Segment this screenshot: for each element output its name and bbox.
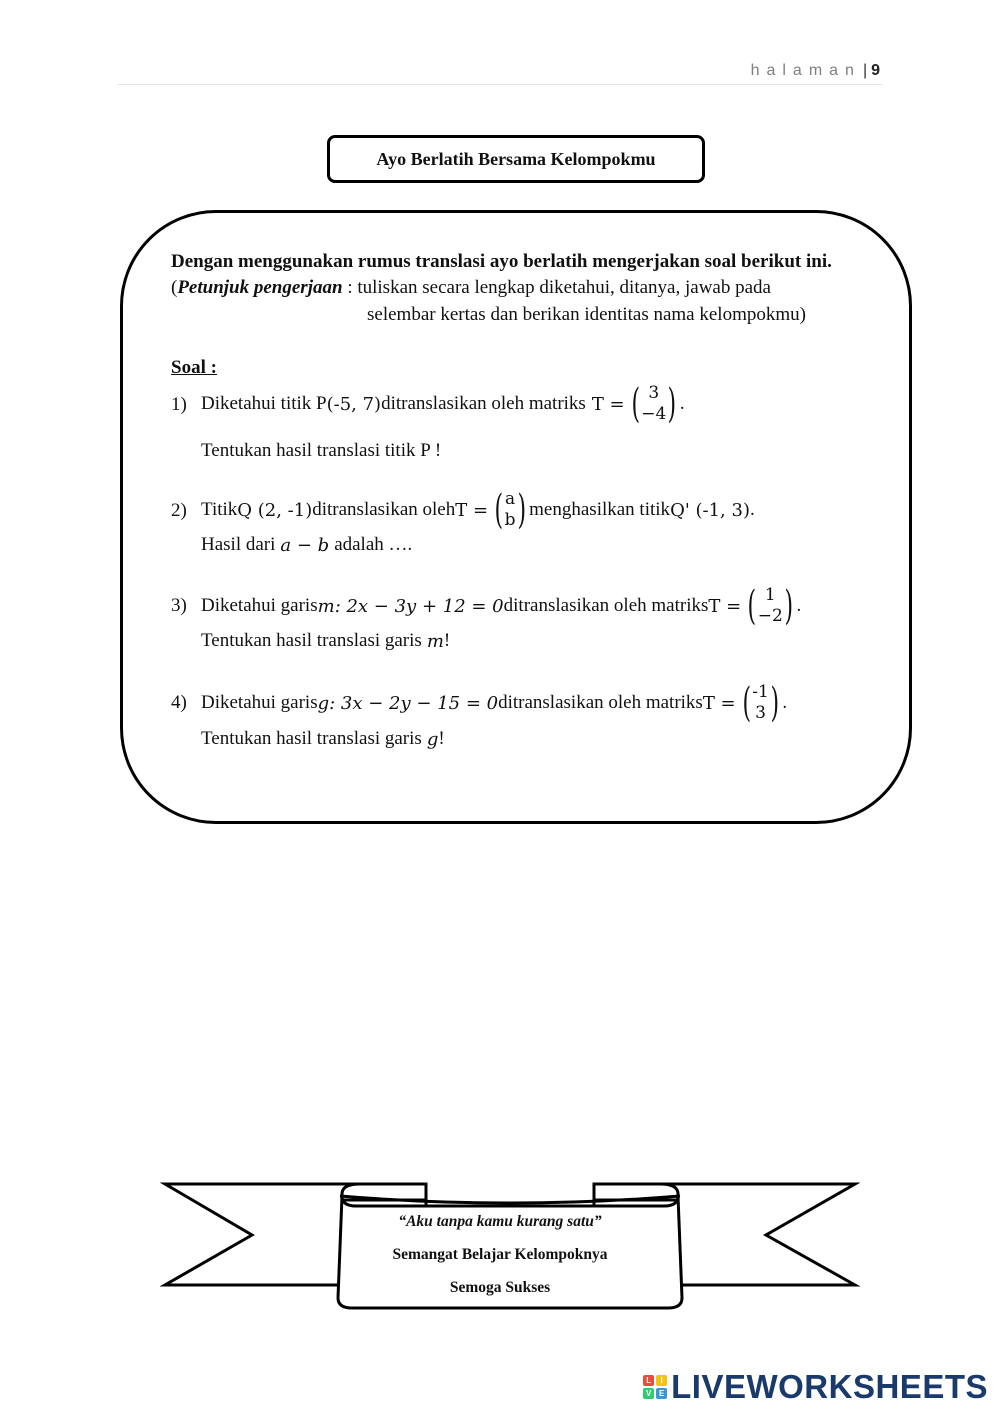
question-text: ditranslasikan oleh: [312, 499, 456, 520]
question-text: Diketahui garis: [201, 595, 318, 616]
line-end: .: [749, 499, 755, 520]
point-coord: Q (2, -1): [237, 499, 313, 521]
translation-matrix: [744, 585, 796, 627]
logo-cell: I: [656, 1375, 667, 1386]
question-number: 4): [171, 692, 187, 713]
question-number: 2): [171, 500, 187, 521]
line-equation: : 2x − 3y + 12 = 0: [334, 595, 504, 617]
question-line: [201, 680, 787, 726]
matrix-bottom: 3: [755, 703, 766, 723]
question-text: ditranslasikan oleh matriks: [381, 393, 586, 414]
banner-line-3: Semoga Sukses: [449, 1279, 551, 1296]
matrix-bottom: −2: [757, 606, 783, 626]
line-variable: g: [426, 728, 439, 750]
matrix-label: T =: [455, 499, 489, 521]
matrix-top: 1: [764, 585, 776, 605]
point-coord-2: Q' (-1, 3): [670, 499, 750, 521]
liveworksheets-logo: [643, 1368, 988, 1406]
left-paren: (: [631, 381, 640, 427]
left-paren: (: [747, 583, 757, 629]
logo-text: LIVEWORKSHEETS: [671, 1368, 988, 1405]
question-text: ditranslasikan oleh matriks: [498, 692, 703, 713]
logo-grid-icon: [643, 1375, 667, 1399]
matrix-label: T =: [708, 595, 742, 617]
banner-quote: “Aku tanpa kamu kurang satu”: [398, 1213, 602, 1230]
instruction-hint-continued: selembar kertas dan berikan identitas nama kelompokmu): [367, 304, 806, 325]
question-text: adalah ….: [334, 534, 413, 555]
point-coord: (-5, 7): [326, 393, 382, 415]
right-paren: ): [517, 487, 526, 533]
matrix-top: -1: [752, 682, 769, 702]
banner-line-2: Semangat Belajar Kelompoknya: [392, 1246, 608, 1263]
hint-label: Petunjuk pengerjaan: [177, 277, 343, 298]
logo-cell: L: [643, 1375, 654, 1386]
section-title-box: [327, 135, 705, 183]
question-text: ditranslasikan oleh matriks: [503, 595, 709, 616]
page-label: halaman: [750, 62, 861, 79]
matrix-label: T =: [702, 692, 736, 714]
instruction-hint: [171, 277, 771, 299]
question-line-2: [201, 630, 450, 652]
question-text: Hasil dari: [201, 534, 276, 555]
question-line-2: [201, 440, 441, 462]
page-header: [118, 60, 882, 85]
matrix-column: [505, 489, 516, 531]
question-line-2: [201, 534, 412, 556]
line-variable: g: [317, 692, 330, 714]
matrix-column: [758, 585, 783, 627]
translation-matrix: [628, 383, 680, 425]
question-text: Diketahui garis: [201, 692, 318, 713]
matrix-bottom: −4: [641, 404, 667, 424]
question-number: 3): [171, 595, 187, 616]
question-text: Tentukan hasil translasi garis: [201, 630, 422, 651]
question-number: 1): [171, 394, 187, 415]
question-text: Diketahui titik P: [201, 393, 327, 414]
question-line: [201, 487, 755, 533]
soal-heading: Soal :: [171, 357, 217, 378]
hint-text: : tuliskan secara lengkap diketahui, ditanya, jawab pada: [342, 277, 771, 298]
translation-matrix: [491, 489, 529, 531]
matrix-label: T =: [591, 393, 625, 415]
math-expression: a − b: [280, 534, 330, 556]
question-text: !: [438, 728, 445, 749]
question-line: [201, 583, 801, 629]
line-equation: : 3x − 2y − 15 = 0: [329, 692, 499, 714]
line-end: .: [796, 595, 802, 616]
translation-matrix: [739, 682, 783, 724]
logo-cell: V: [643, 1388, 654, 1399]
right-paren: ): [667, 381, 677, 427]
section-title: Ayo Berlatih Bersama Kelompokmu: [376, 148, 656, 169]
page-separator: |: [862, 62, 868, 79]
question-text: Tentukan hasil translasi garis: [201, 728, 422, 749]
matrix-top: a: [505, 489, 516, 509]
right-paren: ): [784, 583, 793, 629]
matrix-bottom: b: [504, 510, 516, 530]
instruction-main: Dengan menggunakan rumus translasi ayo berlatih mengerjakan soal berikut ini.: [171, 251, 832, 272]
hint-open-paren: (: [171, 277, 178, 298]
page-indicator: [751, 62, 880, 80]
page-number: 9: [871, 62, 880, 79]
question-line: [201, 381, 685, 427]
logo-cell: E: [656, 1388, 667, 1399]
line-end: .: [679, 393, 685, 414]
right-paren: ): [770, 680, 779, 726]
question-text: Titik: [201, 499, 238, 520]
line-end: .: [782, 692, 788, 713]
question-text: Tentukan hasil translasi titik P !: [201, 440, 442, 461]
question-text: menghasilkan titik: [529, 499, 671, 520]
question-line-2: [201, 728, 445, 750]
line-variable: m: [317, 595, 335, 617]
left-paren: (: [742, 680, 751, 726]
matrix-column: [752, 682, 769, 724]
question-text: !: [443, 630, 451, 651]
matrix-top: 3: [648, 383, 660, 403]
line-variable: m: [426, 630, 444, 652]
matrix-column: [641, 383, 666, 425]
left-paren: (: [494, 487, 504, 533]
